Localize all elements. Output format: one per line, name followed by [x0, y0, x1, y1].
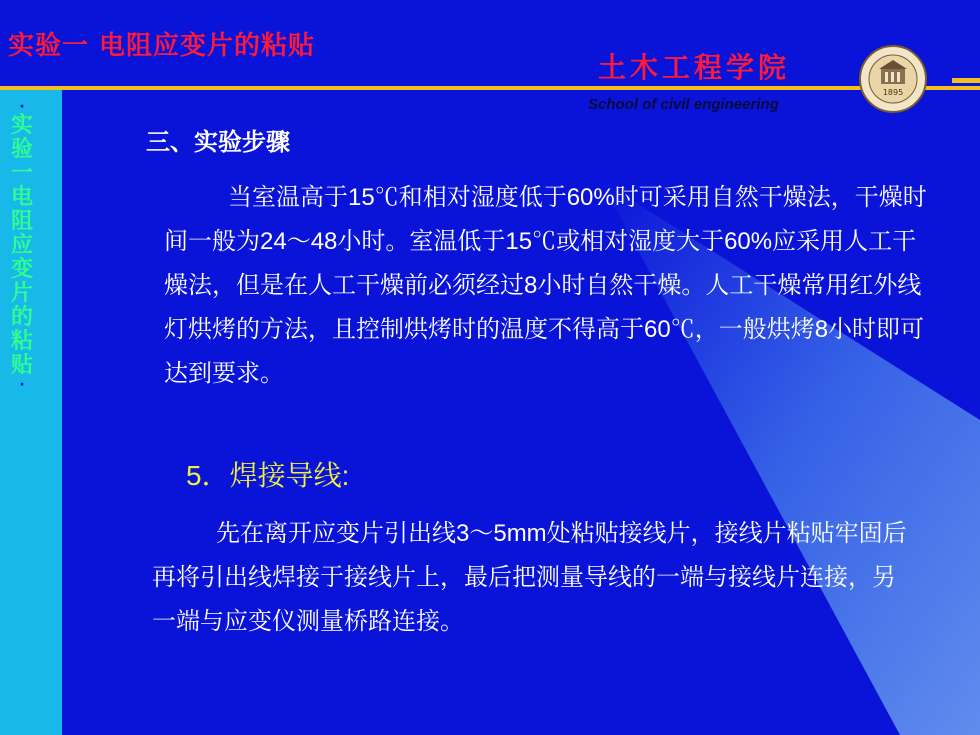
- paragraph-soldering-text: 先在离开应变片引出线3～5mm处粘贴接线片，接线片粘贴牢固后再将引出线焊接于接线片上，最后把测量导线的一端与接线片连接，另一端与应变仪测量桥路连接。: [152, 520, 907, 635]
- sidebar-text: [8, 100, 36, 392]
- paragraph-soldering: [152, 512, 912, 644]
- sidebar-label: 实验一 电阻应变片的粘贴: [10, 113, 33, 378]
- header-divider-right: [952, 78, 980, 83]
- subheading-soldering: 5．焊接导线:: [186, 460, 350, 491]
- seal-year: 1895: [882, 88, 904, 97]
- sidebar-dot-bottom: ·: [19, 377, 25, 393]
- school-name-en: School of civil engineering: [588, 96, 779, 113]
- paragraph-drying-text: 当室温高于15℃和相对湿度低于60%时可采用自然干燥法，干燥时间一般为24～48小时。室温低于15℃或相对湿度大于60%应采用人工干燥法，但是在人工干燥前必须经过8小时自然干燥。人工干燥常用红外线灯烘烤的方法，且控制烘烤时的温度不得高于60℃，一般烘烤8小时即可达到要求。: [164, 184, 927, 387]
- slide-title: 实验一 电阻应变片的粘贴: [8, 31, 316, 61]
- school-name-cn: 土木工程学院: [598, 51, 791, 84]
- university-seal-icon: [858, 44, 928, 114]
- header-divider: [0, 86, 980, 90]
- sidebar-dot-top: ·: [19, 99, 25, 115]
- section-title: 三、实验步骤: [146, 127, 290, 156]
- paragraph-drying: [164, 176, 934, 396]
